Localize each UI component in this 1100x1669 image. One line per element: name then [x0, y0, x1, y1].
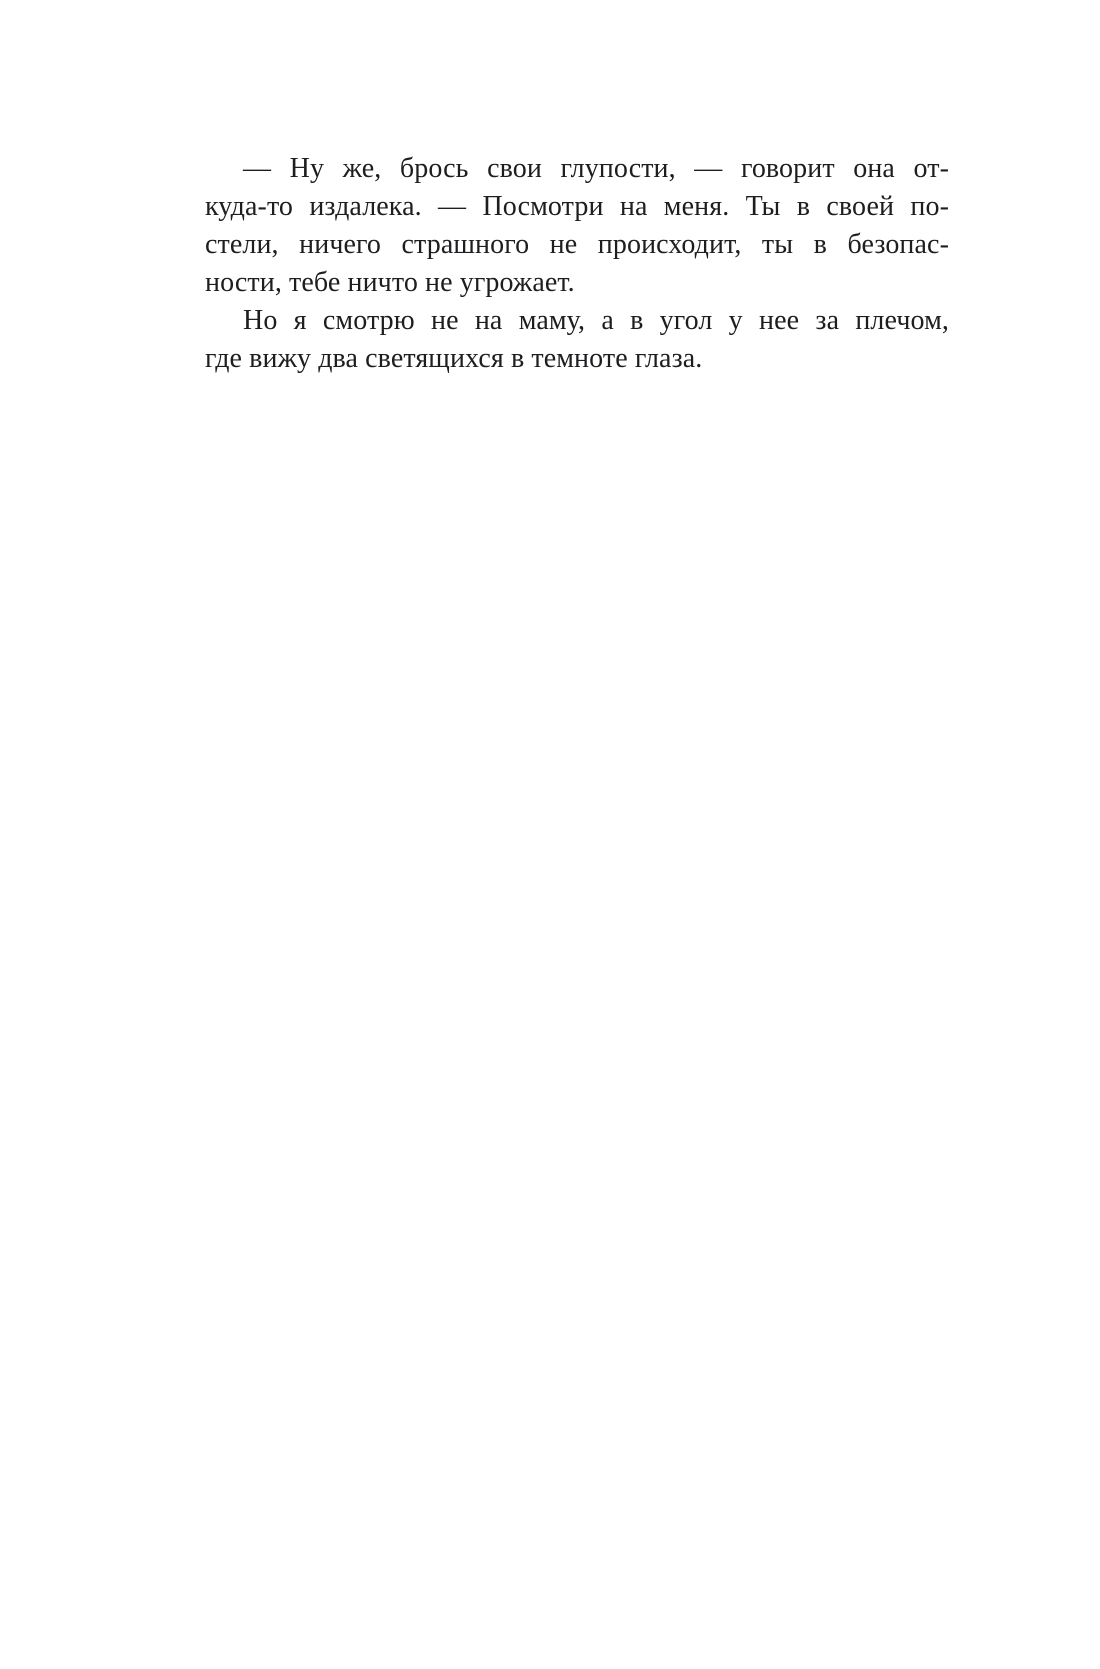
text-line: стели, ничего страшного не происходит, ты в безопас-	[205, 229, 949, 260]
text-line: Но я смотрю не на маму, а в угол у нее за плечом,	[243, 305, 949, 336]
text-line: ности, тебе ничто не угрожает.	[205, 267, 575, 298]
text-line: — Ну же, брось свои глупости, — говорит она от-	[243, 153, 949, 184]
text-line: куда-то издалека. — Посмотри на меня. Ты в своей по-	[205, 191, 949, 222]
text-line: где вижу два светящихся в темноте глаза.	[205, 343, 703, 374]
page-text-block	[205, 150, 949, 378]
